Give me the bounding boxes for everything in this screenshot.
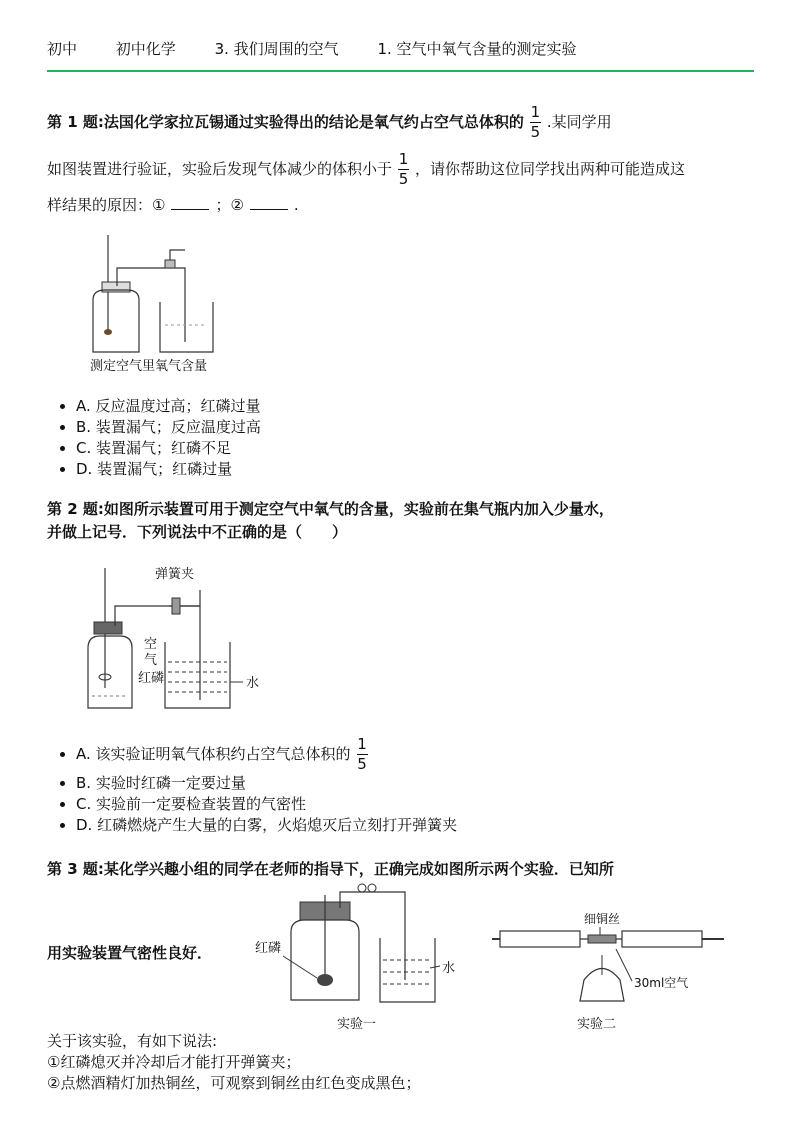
q2-label-air-1: 空 bbox=[144, 637, 158, 652]
q2-apparatus-figure bbox=[80, 560, 280, 715]
q3-fig1-label-phosphorus: 红磷 bbox=[255, 941, 282, 956]
q3-experiment-1-figure bbox=[255, 880, 470, 1030]
answer-blank-1[interactable] bbox=[171, 195, 209, 210]
q2-label-clip: 弹簧夹 bbox=[155, 567, 195, 582]
q3-fig1-label-water: 水 bbox=[442, 961, 456, 976]
q2-options bbox=[56, 736, 457, 836]
breadcrumb-subject[interactable]: 初中化学 bbox=[115, 40, 176, 58]
q1-options bbox=[56, 396, 261, 480]
question-3: 第 3 题:某化学兴趣小组的同学在老师的指导下，正确完成如图所示两个实验．已知所 bbox=[47, 860, 614, 878]
breadcrumb-topic[interactable]: 1. 空气中氧气含量的测定实验 bbox=[377, 40, 577, 58]
q3-fig2-label-air: 30ml空气 bbox=[634, 976, 689, 990]
q3-fig1-caption: 实验一 bbox=[337, 1017, 377, 1030]
q2-option-b[interactable]: • B. 实验时红磷一定要过量 bbox=[76, 773, 457, 794]
breadcrumb-unit[interactable]: 3. 我们周围的空气 bbox=[214, 40, 339, 58]
q1-apparatus-figure bbox=[85, 230, 235, 380]
q1-line-2: 如图装置进行验证，实验后发现气体减少的体积小于 $\frac{1}{5}$ ，请你帮助这位同学找出两种可能造成这 bbox=[47, 150, 686, 188]
q2-label-water: 水 bbox=[246, 676, 260, 691]
q2-option-c[interactable]: • C. 实验前一定要检查装置的气密性 bbox=[76, 794, 457, 815]
q3-fig2-label-wire: 细铜丝 bbox=[584, 912, 621, 926]
q2-label-air-2: 气 bbox=[144, 653, 158, 668]
q1-fraction-2: $\frac{1}{5}$ bbox=[398, 150, 409, 188]
q3-statement-2: ②点燃酒精灯加热铜丝，可观察到铜丝由红色变成黑色； bbox=[47, 1074, 421, 1092]
answer-blank-2[interactable] bbox=[250, 195, 288, 210]
breadcrumb-level[interactable]: 初中 bbox=[47, 40, 78, 58]
q2-fraction: $\frac{1}{5}$ bbox=[357, 735, 367, 773]
q3-statement-1: ①红磷熄灭并冷却后才能打开弹簧夹； bbox=[47, 1053, 301, 1071]
breadcrumb bbox=[47, 38, 611, 59]
q1-option-a[interactable]: • A. 反应温度过高；红磷过量 bbox=[76, 396, 261, 417]
q2-line-1: 第 2 题:如图所示装置可用于测定空气中氧气的含量，实验前在集气瓶内加入少量水， bbox=[47, 500, 614, 518]
q1-option-b[interactable]: • B. 装置漏气；反应温度过高 bbox=[76, 417, 261, 438]
q3-line-2: 用实验装置气密性良好． bbox=[47, 944, 213, 962]
breadcrumb-divider bbox=[47, 70, 754, 72]
q2-option-a[interactable]: • A. 该实验证明氧气体积约占空气总体积的 $\frac{1}{5}$ bbox=[76, 736, 457, 773]
q1-figure-caption: 测定空气里氧气含量 bbox=[90, 359, 208, 374]
q2-label-phosphorus: 红磷 bbox=[138, 671, 165, 686]
q1-line-1: 第 1 题:法国化学家拉瓦锡通过实验得出的结论是氧气约占空气总体积的 $\frac{1}{5}$ .某同学用 bbox=[47, 103, 612, 141]
q3-fig2-caption: 实验二 bbox=[577, 1017, 617, 1032]
q1-option-c[interactable]: • C. 装置漏气；红磷不足 bbox=[76, 438, 261, 459]
q2-line-2: 并做上记号．下列说法中不正确的是（ ） bbox=[47, 523, 348, 541]
q3-experiment-2-figure bbox=[492, 905, 732, 1035]
q1-fraction-1: $\frac{1}{5}$ bbox=[530, 103, 541, 141]
q1-option-d[interactable]: • D. 装置漏气；红磷过量 bbox=[76, 459, 261, 480]
q3-intro: 关于该实验，有如下说法: bbox=[47, 1032, 218, 1050]
q1-line-3: 样结果的原因：① ；② . bbox=[47, 196, 299, 214]
q2-option-d[interactable]: • D. 红磷燃烧产生大量的白雾，火焰熄灭后立刻打开弹簧夹 bbox=[76, 815, 457, 836]
question-1 bbox=[47, 104, 757, 220]
question-2 bbox=[47, 498, 757, 544]
